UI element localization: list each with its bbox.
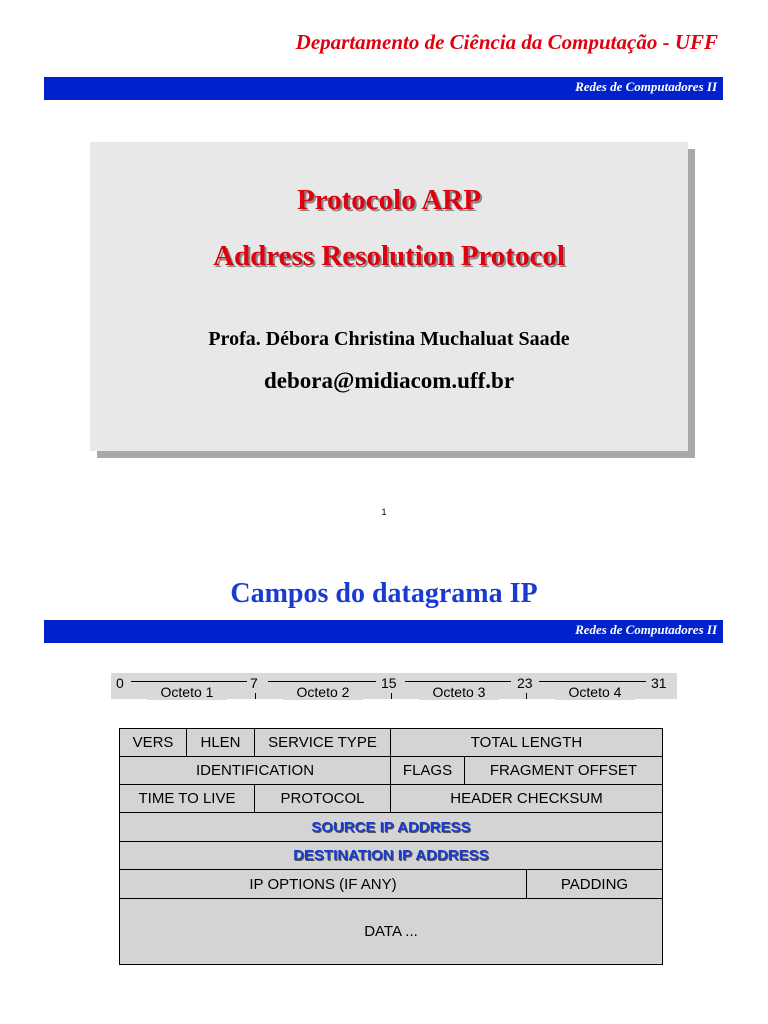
- department-header: Departamento de Ciência da Computação - UFF: [295, 30, 718, 54]
- octet-label-3: Octeto 3: [419, 684, 499, 700]
- octet-ruler: [111, 673, 677, 699]
- slide-title-line1: Protocolo ARP: [297, 184, 481, 216]
- field-total-length: TOTAL LENGTH: [390, 728, 663, 757]
- course-bar: [44, 77, 723, 100]
- field-protocol: PROTOCOL: [254, 784, 391, 813]
- octet-label-2: Octeto 2: [283, 684, 363, 700]
- octet-bit-23: 23: [517, 675, 533, 691]
- field-hlen: HLEN: [186, 728, 255, 757]
- octet-bit-15: 15: [381, 675, 397, 691]
- slide2-title: Campos do datagrama IP: [230, 578, 538, 609]
- title-box: [90, 142, 688, 451]
- octet-bit-31: 31: [651, 675, 667, 691]
- author-name: Profa. Débora Christina Muchaluat Saade: [208, 328, 570, 350]
- octet-bit-0: 0: [116, 675, 124, 691]
- slide-title-line2: Address Resolution Protocol: [213, 240, 565, 272]
- octet-label-1: Octeto 1: [147, 684, 227, 700]
- ruler-tick: [255, 693, 256, 699]
- course-label-2: Redes de Computadores II: [575, 622, 717, 637]
- field-vers: VERS: [119, 728, 187, 757]
- course-label: Redes de Computadores II: [575, 79, 717, 94]
- field-time-to-live: TIME TO LIVE: [119, 784, 255, 813]
- field-ip-options: IP OPTIONS (IF ANY): [119, 869, 527, 899]
- ruler-line: [268, 681, 376, 682]
- octet-label-4: Octeto 4: [555, 684, 635, 700]
- field-padding: PADDING: [526, 869, 663, 899]
- field-source-ip: SOURCE IP ADDRESS: [119, 812, 663, 842]
- course-bar-2: [44, 620, 723, 643]
- field-identification: IDENTIFICATION: [119, 756, 391, 785]
- ruler-line: [405, 681, 511, 682]
- field-flags: FLAGS: [390, 756, 465, 785]
- ruler-tick: [526, 693, 527, 699]
- field-fragment-offset: FRAGMENT OFFSET: [464, 756, 663, 785]
- field-header-checksum: HEADER CHECKSUM: [390, 784, 663, 813]
- field-destination-ip: DESTINATION IP ADDRESS: [119, 841, 663, 870]
- ruler-line: [131, 681, 247, 682]
- field-service-type: SERVICE TYPE: [254, 728, 391, 757]
- octet-bit-7: 7: [250, 675, 258, 691]
- ruler-line: [539, 681, 646, 682]
- author-email: debora@midiacom.uff.br: [263, 368, 515, 393]
- field-data: DATA ...: [119, 898, 663, 965]
- page-number: 1: [381, 507, 387, 517]
- ruler-tick: [391, 693, 392, 699]
